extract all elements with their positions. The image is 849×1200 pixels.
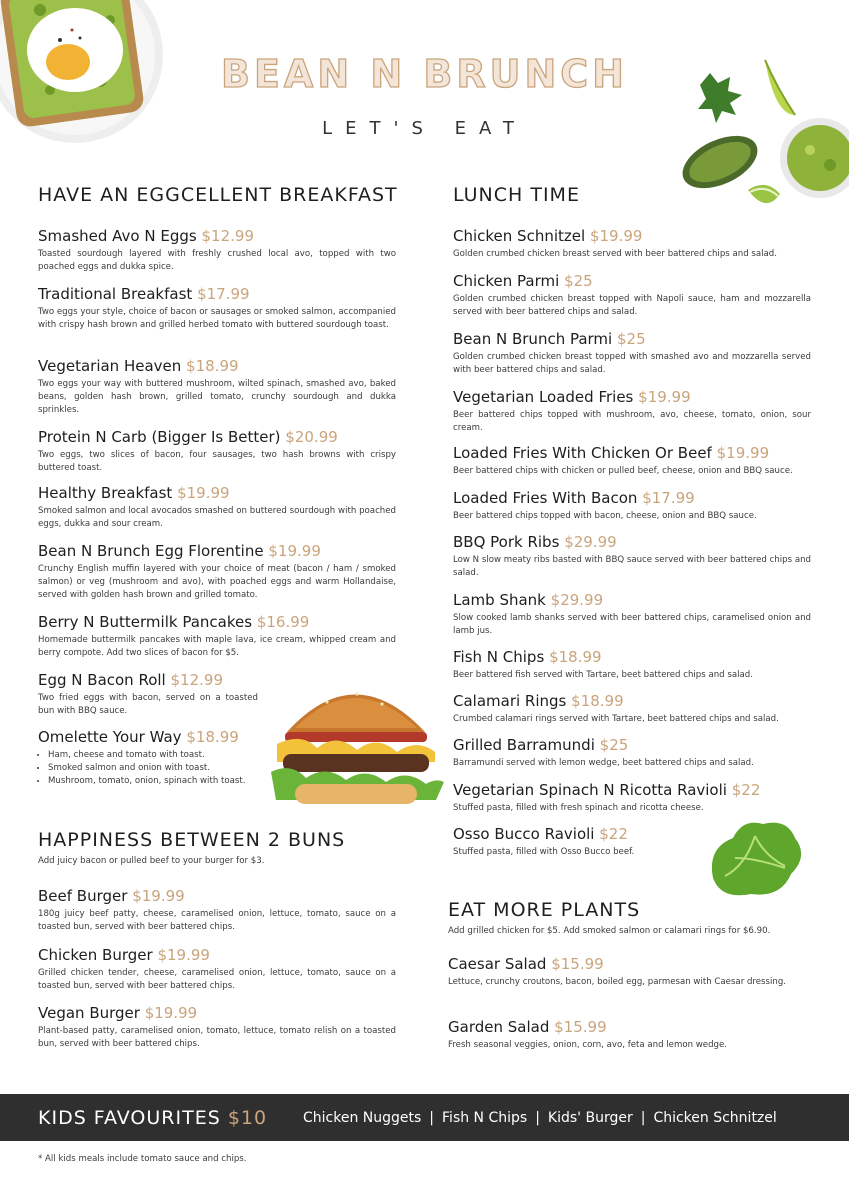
kids-item: Kids' Burger (547, 1110, 633, 1126)
item-price: $19.99 (268, 542, 321, 560)
item-price: $18.99 (186, 357, 239, 375)
item-name: Osso Bucco Ravioli (453, 825, 595, 843)
menu-item (453, 781, 811, 815)
menu-item (38, 887, 396, 934)
menu-item (453, 648, 811, 682)
item-price: $19.99 (589, 227, 643, 245)
item-price: $29.99 (564, 533, 617, 551)
item-name: Garden Salad (448, 1018, 550, 1036)
item-name: Vegetarian Heaven (38, 357, 182, 375)
kids-title (38, 1107, 267, 1129)
menu-item (38, 484, 396, 531)
item-price: $19.99 (132, 887, 185, 905)
item-price: $19.99 (638, 388, 691, 406)
item-name: Loaded Fries With Chicken Or Beef (453, 444, 712, 462)
item-description: Fresh seasonal veggies, onion, corn, avo, feta and lemon wedge. (448, 1040, 728, 1050)
menu-item (448, 955, 806, 989)
item-name: Bean N Brunch Parmi (453, 330, 613, 348)
item-price: $16.99 (256, 613, 310, 631)
menu-item (38, 671, 258, 718)
kids-item: Chicken Nuggets (303, 1110, 422, 1126)
kids-separator: | (429, 1110, 435, 1126)
item-description: Two eggs, two slices of bacon, four sausages, two hash browns with crispy buttered toast. (38, 450, 396, 473)
item-description: Golden crumbed chicken breast topped with smashed avo and mozzarella served with beer battered chips and salad. (453, 352, 811, 375)
menu-item (453, 591, 811, 638)
plants-note: Add grilled chicken for $5. Add smoked salmon or calamari rings for $6.90. (448, 926, 771, 936)
item-name: Healthy Breakfast (38, 484, 173, 502)
burger-icon (267, 672, 445, 812)
breakfast-heading: HAVE AN EGGCELLENT BREAKFAST (38, 184, 398, 206)
item-price: $18.99 (571, 692, 624, 710)
kids-items (303, 1110, 777, 1126)
item-name: Chicken Schnitzel (453, 227, 586, 245)
item-description: Crunchy English muffin layered with your choice of meat (bacon / ham / smoked salmon) or veg (mushroom and avo), with poached eggs and warm Hollandaise, served with golden hash brown and grilled tomato. (38, 564, 396, 600)
list-item: • Ham, cheese and tomato with toast. (48, 749, 268, 762)
menu-item (38, 428, 396, 475)
kids-item: Chicken Schnitzel (653, 1110, 777, 1126)
menu-item (38, 1004, 396, 1051)
item-description: Beer battered fish served with Tartare, beet battered chips and salad. (453, 670, 753, 680)
item-name: Caesar Salad (448, 955, 547, 973)
item-description: Lettuce, crunchy croutons, bacon, boiled egg, parmesan with Caesar dressing. (448, 977, 787, 987)
item-price: $25 (564, 272, 593, 290)
menu-item (453, 388, 811, 435)
item-description: Golden crumbed chicken breast served with beer battered chips and salad. (453, 249, 777, 259)
menu-item (453, 444, 811, 478)
menu-item (38, 285, 396, 332)
kids-separator: | (535, 1110, 540, 1126)
item-name: Vegetarian Loaded Fries (453, 388, 634, 406)
item-name: Smashed Avo N Eggs (38, 227, 197, 245)
menu-item (453, 489, 811, 523)
burgers-note: Add juicy bacon or pulled beef to your burger for $3. (38, 856, 265, 866)
menu-item (453, 227, 811, 261)
item-name: Omelette Your Way (38, 728, 182, 746)
menu-item (38, 227, 396, 274)
item-price: $22 (731, 781, 761, 799)
item-name: Traditional Breakfast (38, 285, 193, 303)
item-name: Calamari Rings (453, 692, 567, 710)
item-name: Loaded Fries With Bacon (453, 489, 638, 507)
menu-item (38, 613, 396, 660)
item-name: Lamb Shank (453, 591, 546, 609)
item-name: Egg N Bacon Roll (38, 671, 166, 689)
item-price: $18.99 (186, 728, 239, 746)
item-description: Barramundi served with lemon wedge, beet battered chips and salad. (453, 758, 754, 768)
item-description: Crumbed calamari rings served with Tartare, beet battered chips and salad. (453, 714, 779, 724)
menu-item (38, 946, 396, 993)
kids-item: Fish N Chips (442, 1110, 528, 1126)
list-item: • Smoked salmon and onion with toast. (48, 762, 268, 775)
item-name: BBQ Pork Ribs (453, 533, 560, 551)
item-description: Homemade buttermilk pancakes with maple lava, ice cream, whipped cream and berry compote. Add two slices of bacon for $5. (38, 635, 396, 658)
menu-item (453, 533, 811, 580)
menu-item (38, 728, 268, 788)
plants-heading: EAT MORE PLANTS (448, 899, 641, 921)
item-price: $19.99 (716, 444, 770, 462)
lunch-heading: LUNCH TIME (453, 184, 580, 206)
item-price: $20.99 (285, 428, 338, 446)
item-price: $25 (599, 736, 629, 754)
item-description: Grilled chicken tender, cheese, caramelised onion, lettuce, tomato, sauce on a toasted bun, served with beer battered chips. (38, 968, 396, 991)
item-name: Vegetarian Spinach N Ricotta Ravioli (453, 781, 727, 799)
menu-item (38, 357, 396, 417)
menu-item (453, 272, 811, 319)
item-description: Beer battered chips with chicken or pulled beef, cheese, onion and BBQ sauce. (453, 466, 793, 476)
item-price: $15.99 (551, 955, 604, 973)
kids-price: $10 (227, 1107, 268, 1129)
item-price: $29.99 (550, 591, 604, 609)
restaurant-subtitle: LET'S EAT (322, 118, 527, 139)
item-description: Slow cooked lamb shanks served with beer battered chips, caramelised onion and lamb jus. (453, 613, 811, 636)
item-price: $25 (617, 330, 646, 348)
burgers-heading: HAPPINESS BETWEEN 2 BUNS (38, 829, 346, 851)
item-description: Stuffed pasta, filled with fresh spinach and ricotta cheese. (453, 803, 704, 813)
item-price: $17.99 (642, 489, 695, 507)
item-price: $19.99 (177, 484, 230, 502)
item-name: Bean N Brunch Egg Florentine (38, 542, 264, 560)
lettuce-icon (705, 818, 805, 900)
item-name: Vegan Burger (38, 1004, 140, 1022)
item-name: Berry N Buttermilk Pancakes (38, 613, 253, 631)
item-description: Two eggs your way with buttered mushroom, wilted spinach, smashed avo, baked beans, golden hash brown, grilled tomato, crunchy sourdough and dukka sprinkles. (38, 379, 396, 415)
kids-separator: | (640, 1110, 646, 1126)
item-name: Chicken Parmi (453, 272, 560, 290)
item-price: $12.99 (201, 227, 254, 245)
item-description: Toasted sourdough layered with freshly crushed local avo, topped with two poached eggs and dukka spice. (38, 249, 396, 272)
item-description: Golden crumbed chicken breast topped with Napoli sauce, ham and mozzarella served with beer battered chips and salad. (453, 294, 811, 317)
menu-item (453, 825, 693, 859)
menu-item (453, 692, 811, 726)
kids-title-label: KIDS FAVOURITES (38, 1107, 221, 1129)
menu-item (453, 330, 811, 377)
item-description: Low N slow meaty ribs basted with BBQ sauce served with beer battered chips and salad. (453, 555, 811, 578)
item-description: Stuffed pasta, filled with Osso Bucco beef. (453, 847, 635, 857)
item-name: Beef Burger (38, 887, 128, 905)
item-price: $12.99 (170, 671, 224, 689)
menu-item (453, 736, 811, 770)
item-name: Grilled Barramundi (453, 736, 595, 754)
list-item: • Mushroom, tomato, onion, spinach with toast. (48, 775, 268, 788)
restaurant-title: BEAN N BRUNCH (221, 52, 628, 96)
item-name: Chicken Burger (38, 946, 153, 964)
item-description: Beer battered chips topped with bacon, cheese, onion and BBQ sauce. (453, 511, 757, 521)
item-price: $19.99 (157, 946, 210, 964)
item-name: Fish N Chips (453, 648, 545, 666)
item-description: 180g juicy beef patty, cheese, caramelised onion, lettuce, tomato, sauce on a toasted bun, served with beer battered chips. (38, 909, 396, 932)
kids-footnote: * All kids meals include tomato sauce and chips. (38, 1154, 247, 1164)
item-description: Two fried eggs with bacon, served on a toasted bun with BBQ sauce. (38, 693, 258, 716)
item-price: $19.99 (144, 1004, 198, 1022)
menu-item (38, 542, 396, 602)
item-description: Plant-based patty, caramelised onion, tomato, lettuce, tomato relish on a toasted bun, served with beer battered chips. (38, 1026, 396, 1049)
item-name: Protein N Carb (Bigger Is Better) (38, 428, 281, 446)
item-description: Two eggs your style, choice of bacon or sausages or smoked salmon, accompanied with crispy hash brown and grilled herbed tomato with buttered sourdough toast. (38, 307, 396, 330)
item-description: Beer battered chips topped with mushroom, avo, cheese, tomato, onion, sour cream. (453, 410, 811, 433)
item-price: $18.99 (549, 648, 602, 666)
item-price: $22 (599, 825, 628, 843)
item-description: Smoked salmon and local avocados smashed on buttered sourdough with poached eggs, dukka and sour cream. (38, 506, 396, 529)
item-price: $17.99 (197, 285, 250, 303)
omelette-options (38, 749, 268, 788)
menu-item (448, 1018, 806, 1052)
item-price: $15.99 (554, 1018, 607, 1036)
